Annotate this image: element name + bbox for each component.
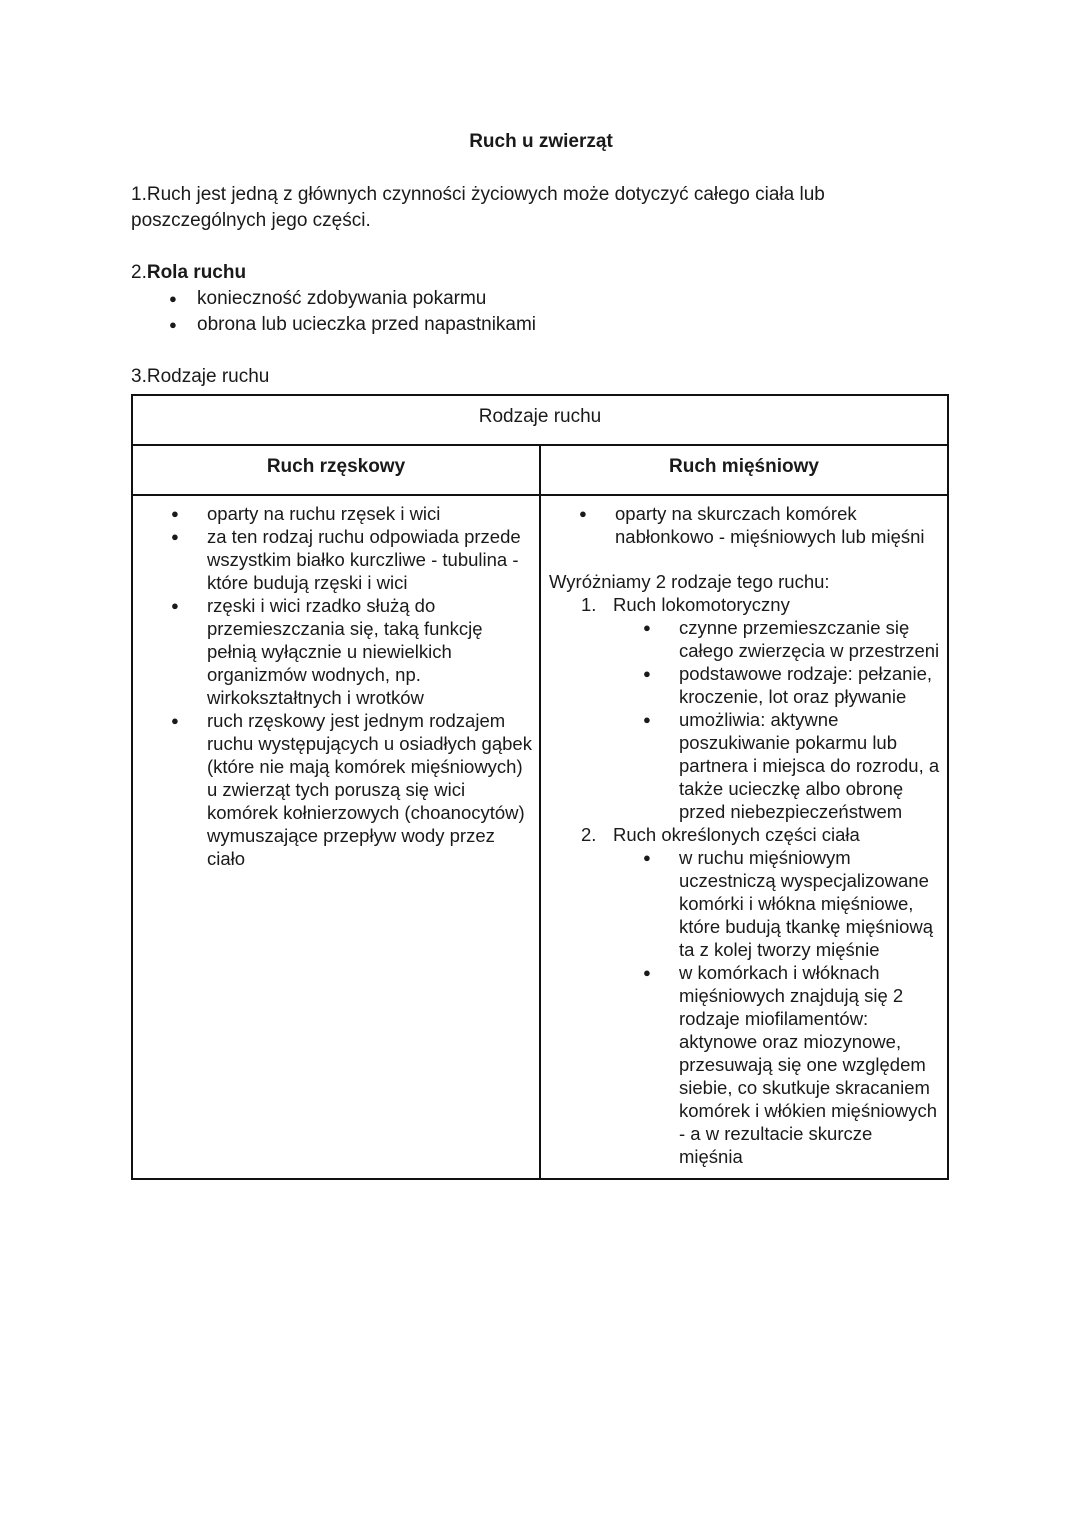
- muscular-types-intro: Wyróżniamy 2 rodzaje tego ruchu:: [549, 571, 830, 592]
- types-heading: 3.Rodzaje ruchu: [131, 366, 270, 387]
- ciliary-list-item: ● rzęski i wici rzadko służą do przemieszczania się, taką funkcję pełnią wyłącznie u niewielkich organizmów wodnych, np. wirkokształtnych i wrotków: [171, 594, 533, 709]
- role-heading: [131, 260, 951, 286]
- muscular-sublist-item: ● czynne przemieszczanie się całego zwierzęcia w przestrzeni: [643, 616, 941, 662]
- muscular-type-item: [579, 593, 941, 823]
- muscular-sublist-item: ● podstawowe rodzaje: pełzanie, kroczenie, lot oraz pływanie: [643, 662, 941, 708]
- muscular-cell: [540, 495, 948, 1179]
- muscular-list-item: ● oparty na skurczach komórek nabłonkowo - mięśniowych lub mięśni: [579, 502, 941, 548]
- muscular-type-sublist: [613, 616, 941, 823]
- ciliary-list-item: ● za ten rodzaj ruchu odpowiada przede wszystkim białko kurczliwe - tubulina - które budują rzęski i wici: [171, 525, 533, 594]
- muscular-sublist-item: ● umożliwia: aktywne poszukiwanie pokarmu lub partnera i miejsca do rozrodu, a także ucieczkę albo obronę przed niebezpieczeństwem: [643, 708, 941, 823]
- types-table: [131, 394, 949, 1180]
- muscular-type-sublist: [613, 846, 941, 1168]
- role-list-item: ● obrona lub ucieczka przed napastnikami: [169, 312, 951, 338]
- role-list-item: ● konieczność zdobywania pokarmu: [169, 286, 951, 312]
- intro-paragraph: 1.Ruch jest jedną z głównych czynności życiowych może dotyczyć całego ciała lub poszczególnych jego części.: [131, 184, 825, 231]
- muscular-type-item: [579, 823, 941, 1168]
- ciliary-list: [141, 502, 533, 870]
- muscular-sublist-item: ● w komórkach i włóknach mięśniowych znajdują się 2 rodzaje miofilamentów: aktynowe oraz miozynowe, przesuwają się one względem siebie, co skutkuje skracaniem komórek i włókien mięśniowych - a w rezultacie skurcze mięśnia: [643, 961, 941, 1168]
- muscular-type-number: 2.: [581, 824, 597, 845]
- muscular-type-label: Ruch określonych części ciała: [613, 824, 860, 845]
- muscular-list: [549, 502, 941, 548]
- muscular-types-list: [549, 593, 941, 1168]
- document-title: Ruch u zwierząt: [469, 131, 613, 152]
- muscular-type-label: Ruch lokomotoryczny: [613, 594, 790, 615]
- table-caption: Rodzaje ruchu: [132, 395, 948, 445]
- role-heading-text: Rola ruchu: [146, 262, 247, 283]
- document-page: [131, 128, 951, 1180]
- muscular-sublist-item: ● w ruchu mięśniowym uczestniczą wyspecjalizowane komórki i włókna mięśniowe, które budują tkankę mięśniową ta z kolej tworzy mięśnie: [643, 846, 941, 961]
- ciliary-list-item: ● oparty na ruchu rzęsek i wici: [171, 502, 533, 525]
- ciliary-list-item: ● ruch rzęskowy jest jednym rodzajem ruchu występujących u osiadłych gąbek (które nie mają komórek mięśniowych) u zwierząt tych poruszą się wici komórek kołnierzowych (choanocytów) wymuszające przepływ wody przez ciało: [171, 709, 533, 870]
- role-heading-number: 2.: [131, 262, 147, 283]
- column-header-ciliary: Ruch rzęskowy: [132, 445, 540, 495]
- column-header-muscular: Ruch mięśniowy: [540, 445, 948, 495]
- muscular-type-number: 1.: [581, 594, 597, 615]
- role-list: [131, 286, 951, 338]
- ciliary-cell: [132, 495, 540, 1179]
